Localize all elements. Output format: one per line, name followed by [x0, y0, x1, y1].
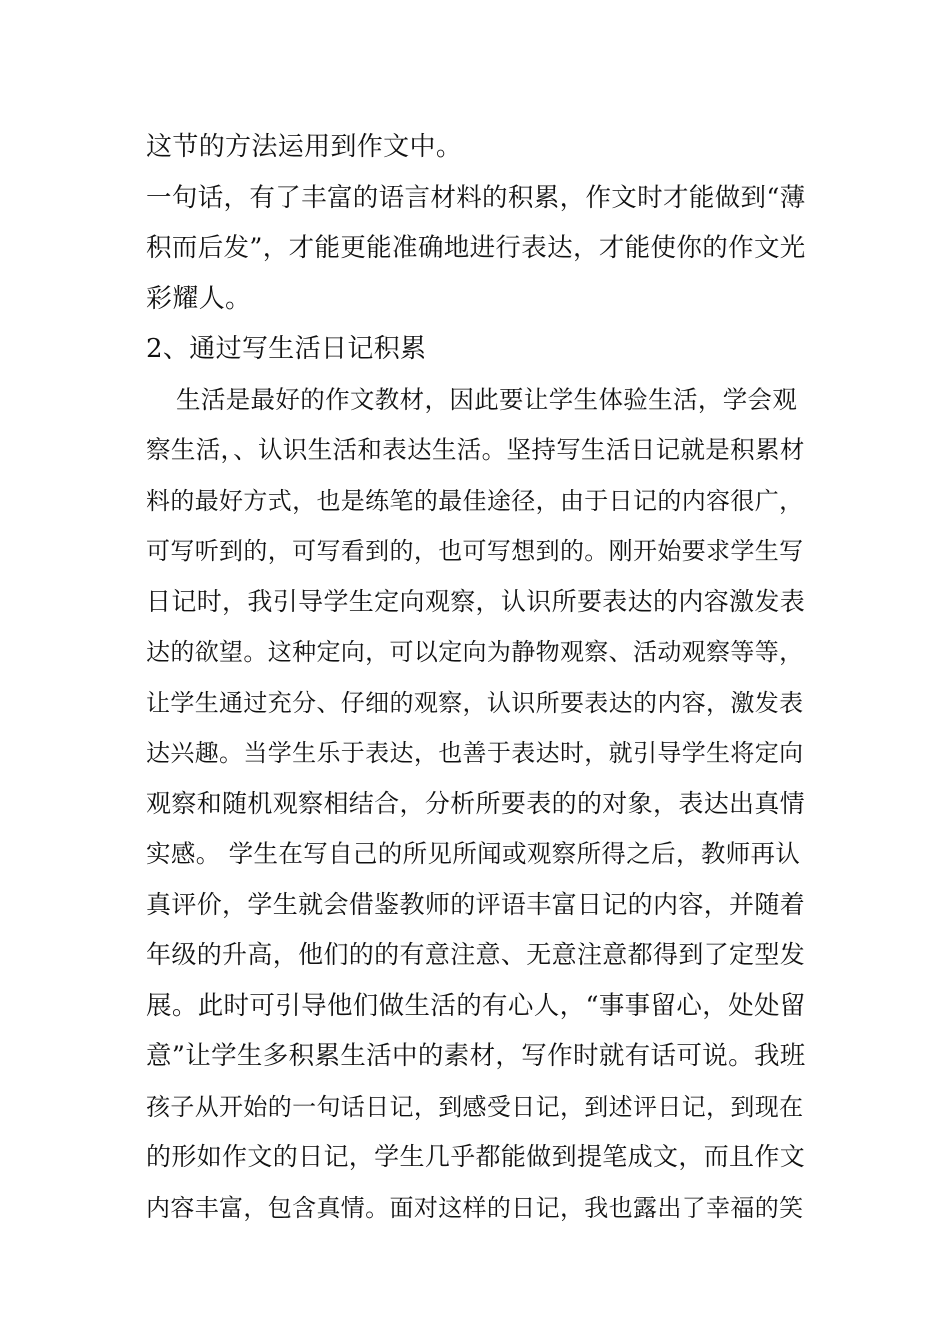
- text-line: 一句话，有了丰富的语言材料的积累，作文时才能做到“薄: [146, 182, 806, 213]
- text-line: 实感。 学生在写自己的所见所闻或观察所得之后，教师再认: [146, 839, 801, 868]
- text-line: 察生活，、认识生活和表达生活。坚持写生活日记就是积累材: [146, 435, 805, 464]
- text-line: 内容丰富，包含真情。面对这样的日记，我也露出了幸福的笑: [146, 1193, 804, 1222]
- body-text: [146, 122, 808, 1233]
- section-heading: 2、通过写生活日记积累: [146, 334, 427, 364]
- text-line: 展。此时可引导他们做生活的有心人，“事事留心，处处留: [146, 990, 806, 1021]
- text-line: 积而后发”，才能更能准确地进行表达，才能使你的作文光: [146, 233, 806, 263]
- text-line: 日记时，我引导学生定向观察，认识所要表达的内容激发表: [146, 586, 806, 616]
- text-line: 彩耀人。: [146, 283, 252, 314]
- text-line: 让学生通过充分、仔细的观察，认识所要表达的内容，激发表: [146, 688, 804, 717]
- text-line: 意”让学生多积累生活中的素材，写作时就有话可说。我班: [146, 1041, 806, 1071]
- text-line: 可写听到的，可写看到的，也可写想到的。刚开始要求学生写: [146, 537, 804, 565]
- text-line: 这节的方法运用到作文中。: [146, 132, 463, 162]
- text-line: 真评价，学生就会借鉴教师的评语丰富日记的内容，并随着: [146, 889, 806, 919]
- paragraph-first-line: 生活是最好的作文教材，因此要让学生体验生活，学会观: [176, 384, 798, 414]
- text-line: 达兴趣。当学生乐于表达，也善于表达时，就引导学生将定向: [146, 739, 804, 767]
- text-line: 料的最好方式，也是练笔的最佳途径，由于日记的内容很广，: [146, 486, 804, 515]
- text-line: 年级的升高，他们的的有意注意、无意注意都得到了定型发: [146, 940, 806, 969]
- text-line: 达的欲望。这种定向，可以定向为静物观察、活动观察等等，: [146, 638, 804, 666]
- text-line: 观察和随机观察相结合，分析所要表的的对象，表达出真情: [146, 788, 806, 818]
- text-line: 的形如作文的日记，学生几乎都能做到提笔成文，而且作文: [146, 1142, 806, 1171]
- text-line: 孩子从开始的一句话日记，到感受日记，到述评日记，到现在: [146, 1092, 804, 1121]
